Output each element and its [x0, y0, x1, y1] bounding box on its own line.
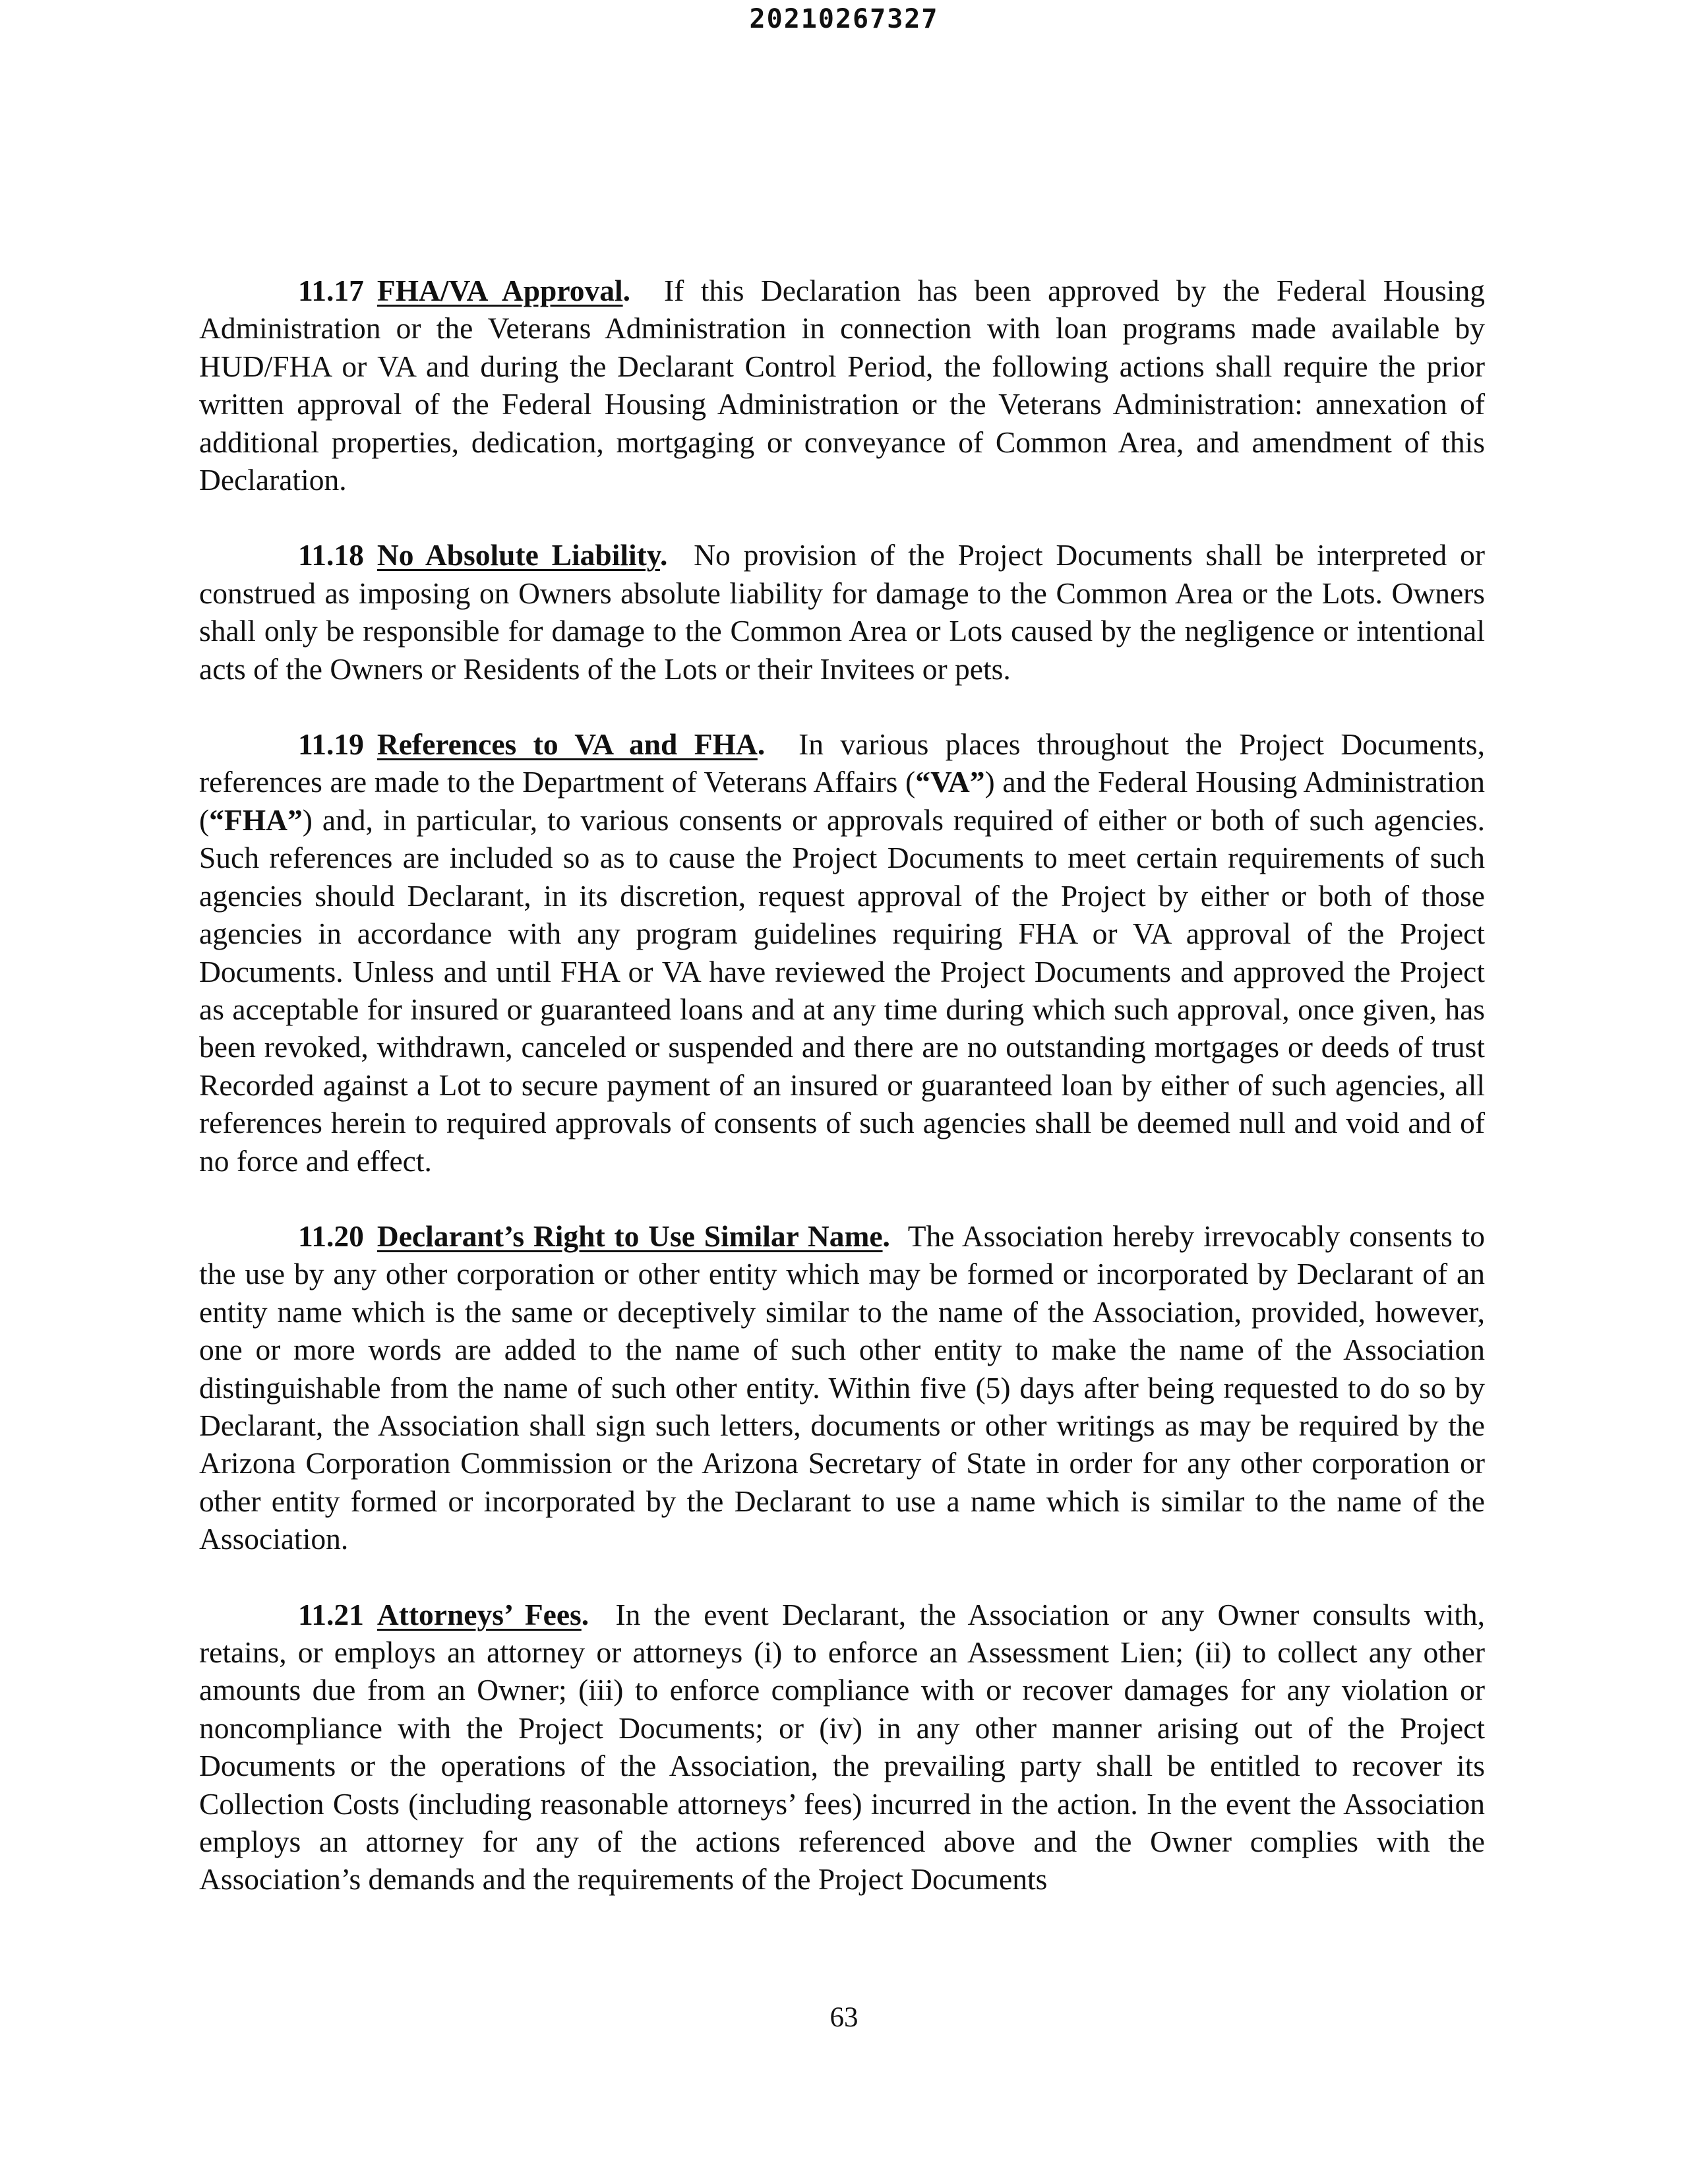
section-text: In various places throughout the Project Documents, references are made to the Department of Veterans Affairs ( [199, 727, 1485, 799]
section-11-17 [199, 272, 1485, 499]
title-punctuation: . [622, 274, 630, 307]
section-11-18 [199, 536, 1485, 688]
section-number: 11.17 [298, 274, 364, 307]
section-11-21 [199, 1596, 1485, 1898]
paragraph [199, 725, 1485, 1180]
paragraph [199, 1596, 1485, 1898]
defined-term-fha: “FHA” [209, 803, 303, 837]
section-11-19 [199, 725, 1485, 1180]
paragraph [199, 1217, 1485, 1558]
section-text: In the event Declarant, the Association or any Owner consults with, retains, or employs an attorney or attorneys (i) to enforce an Assessment Lien; (ii) to collect any other amounts due from an Owner; (iii) to enforce compliance with or recover damages for any violation or noncompliance with the Project Documents; or (iv) in any other manner arising out of the Project Documents or the operations of the Association, the prevailing party shall be entitled to recover its Collection Costs (including reasonable attorneys’ fees) incurred in the action. In the event the Association employs an attorney for any of the actions referenced above and the Owner complies with the Association’s demands and the requirements of the Project Documents [199, 1597, 1486, 1896]
title-punctuation: . [882, 1219, 890, 1253]
section-text: The Association hereby irrevocably consents to the use by any other corporation or other entity which may be formed or incorporated by Declarant of an entity name which is the same or deceptively similar to the name of the Association, provided, however, one or more words are added to the name of such other entity to make the name of the Association distinguishable from the name of such other entity. Within five (5) days after being requested to do so by Declarant, the Association shall sign such letters, documents or other writings as may be required by the Arizona Corporation Commission or the Arizona Secretary of State in order for any other corporation or other entity formed or incorporated by the Declarant to use a name which is similar to the name of the Association. [199, 1219, 1485, 1556]
title-punctuation: . [757, 727, 766, 762]
section-text: If this Declaration has been approved by the Federal Housing Administration or the Veterans Administration in connection with loan programs made available by HUD/FHA or VA and during the Declarant Control Period, the following actions shall require the prior written approval of the Federal Housing Administration or the Veterans Administration: annexation of additional properties, dedication, mortgaging or conveyance of Common Area, and amendment of this Declaration. [199, 274, 1486, 497]
section-title: References to VA and FHA [377, 727, 758, 762]
recording-number: 20210267327 [749, 4, 939, 34]
paragraph [199, 272, 1485, 499]
title-punctuation: . [581, 1597, 589, 1631]
title-punctuation: . [660, 538, 668, 572]
section-number: 11.18 [298, 538, 364, 572]
section-number: 11.21 [298, 1597, 364, 1631]
section-title: No Absolute Liability [377, 538, 661, 572]
section-title: FHA/VA Approval [377, 274, 623, 307]
paragraph [199, 536, 1485, 688]
section-11-20 [199, 1217, 1485, 1558]
section-title: Attorneys’ Fees [377, 1597, 582, 1631]
section-title: Declarant’s Right to Use Similar Name [377, 1219, 883, 1253]
document-body [199, 272, 1485, 1936]
defined-term-va: “VA” [915, 765, 985, 799]
section-text: ) and the Federal Housing Administration ( [199, 765, 1485, 837]
section-number: 11.19 [298, 727, 364, 762]
section-text: ) and, in particular, to various consents or approvals required of either or both of such agencies. Such references are included so as to cause the Project Documents to meet certain requirements of such agencies should Declarant, in its discretion, request approval of the Project by either or both of those agencies in accordance with any program guidelines requiring FHA or VA approval of the Project Documents. Unless and until FHA or VA have reviewed the Project Documents and approved the Project as acceptable for insured or guaranteed loans and at any time during which such approval, once given, has been revoked, withdrawn, canceled or suspended and there are no outstanding mortgages or deeds of trust Recorded against a Lot to secure payment of an insured or guaranteed loan by either of such agencies, all references herein to required approvals of consents of such agencies shall be deemed null and void and of no force and effect. [199, 803, 1485, 1178]
section-text: No provision of the Project Documents shall be interpreted or construed as imposing on Owners absolute liability for damage to the Common Area or the Lots. Owners shall only be responsible for damage to the Common Area or Lots caused by the negligence or intentional acts of the Owners or Residents of the Lots or their Invitees or pets. [199, 538, 1486, 686]
section-number: 11.20 [298, 1219, 364, 1253]
page-number: 63 [829, 2002, 859, 2033]
